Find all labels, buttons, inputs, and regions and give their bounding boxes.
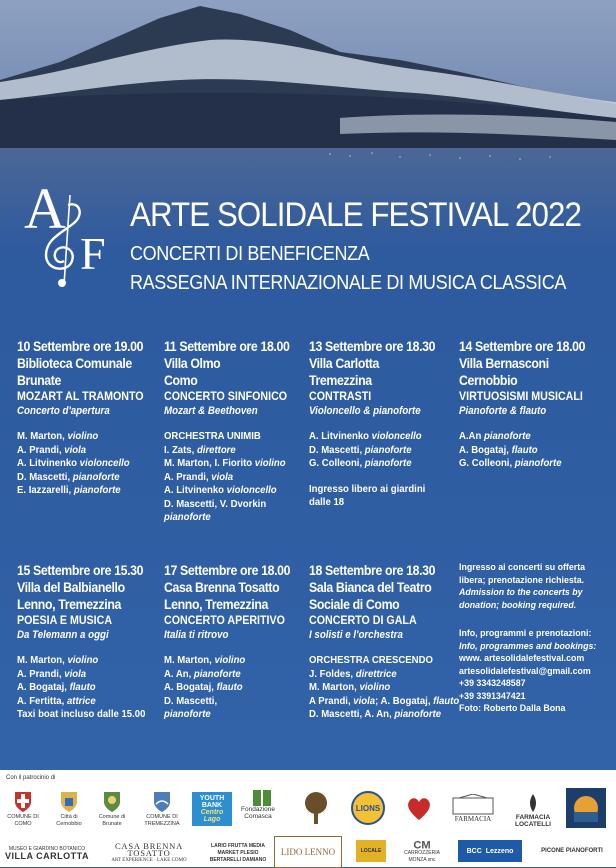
performer-line: M. Marton, violino (164, 655, 246, 666)
concert-note: I solisti e l'orchestra (309, 629, 403, 641)
performer-line: M. Marton, I. Fiorito violino (164, 458, 286, 469)
concert-venue-town: Cernobbio (459, 373, 518, 388)
coat-of-arms-icon (13, 790, 33, 814)
concert-venue-town: Brunate (17, 373, 61, 388)
performer-line: A. An, pianoforte (164, 668, 241, 680)
concert-column-1 (17, 338, 144, 498)
logo-letter-f: F (80, 228, 106, 279)
performer-line: A. Prandi, viola (17, 668, 87, 680)
coat-of-arms-icon (59, 790, 79, 814)
patron-tremezzina: COMUNE DI TREMEZZINA (138, 786, 186, 832)
performer-line: D. Mascetti, pianoforte (309, 444, 412, 456)
concert-extra-note: Taxi boat incluso dalle 15.00 (17, 709, 146, 720)
patron-cernobbio: Città di Cernobbio (52, 786, 86, 832)
info-title: Info, programmi e prenotazioni: (459, 628, 592, 639)
fondazione-logo-icon (250, 788, 274, 808)
concert-program: CONTRASTI (309, 390, 372, 403)
sponsor-footer (0, 770, 616, 867)
concert-date: 14 Settembre ore 18.00 (459, 339, 586, 354)
coat-of-arms-icon (102, 790, 122, 814)
tree-icon (300, 788, 332, 828)
sponsor-lido-lenno: LIDO LENNO (274, 836, 342, 868)
admission-text: Ingresso ai concerti su offerta libera; prenotazione richiesta. (459, 562, 586, 586)
concert-program: CONCERTO SINFONICO (164, 390, 288, 403)
concert-program: CONCERTO APERITIVO (164, 614, 285, 627)
concert-date: 11 Settembre ore 18.00 (164, 339, 290, 354)
concert-date: 13 Settembre ore 18.30 (309, 339, 436, 354)
concert-program: CONCERTO DI GALA (309, 614, 417, 627)
ensemble-name: ORCHESTRA CRESCENDO (309, 655, 433, 666)
website-link[interactable]: www. artesolidalefestival.com (459, 653, 585, 664)
concert-column-5 (17, 562, 145, 722)
performer-line: G. Colleoni, pianoforte (459, 458, 562, 469)
sponsor-picone-pianoforti: PICONE PIANOFORTI (541, 847, 603, 854)
concert-note: Da Telemann a oggi (17, 629, 109, 641)
sponsor-locale: LOCALE (356, 840, 386, 862)
performer-line: E. Iazzarelli, pianoforte (17, 485, 121, 496)
performer-line: A. Litvinenko violoncello (17, 458, 130, 469)
concert-venue-town: Tremezzina (309, 373, 372, 388)
patron-como: COMUNE DI COMO (6, 786, 40, 832)
heart-logo-icon (402, 790, 436, 826)
sponsor-youth-bank: YOUTH BANK Centro Lago (192, 792, 232, 826)
sponsor-bcc-lezzeno: BCC Lezzeno (458, 840, 522, 862)
performer-line: D. Mascetti, (164, 695, 218, 707)
performer-line: D. Mascetti, pianoforte (17, 471, 120, 483)
concert-note: Mozart & Beethoven (164, 405, 258, 417)
patronage-label: Con il patrocinio di (6, 775, 56, 781)
performer-line: A.An pianoforte (459, 431, 531, 442)
artwork-thumbnail (566, 788, 606, 828)
sponsor-fondazione-comasca: Fondazione Comasca (241, 806, 275, 820)
coat-of-arms-icon (152, 790, 172, 814)
concert-venue: Villa Olmo (164, 356, 221, 371)
svg-text:LIONS: LIONS (355, 804, 381, 813)
performer-line: A. Bogataj, flauto (17, 682, 96, 693)
concert-date: 10 Settembre ore 19.00 (17, 339, 144, 354)
sponsor-lions (350, 788, 386, 828)
performer-line: A. Litvinenko violoncello (164, 485, 277, 496)
concert-column-6 (164, 562, 290, 722)
concert-venue-town: Sociale di Como (309, 597, 400, 612)
sponsor-carrozzeria-monza: CM CARROZZERIA MONZA snc (404, 839, 440, 863)
concert-date: 18 Settembre ore 18.30 (309, 563, 436, 578)
lions-logo-icon (351, 791, 385, 825)
concert-venue: Villa Carlotta (309, 356, 379, 371)
admission-text-en: Admission to the concerts by donation; booking required. (459, 587, 583, 611)
performer-line: A. Litvinenko violoncello (309, 431, 422, 442)
sponsor-farmacia-locatelli: FARMACIA LOCATELLI (508, 788, 558, 832)
sponsor-farmacia: FARMACIA (448, 790, 498, 826)
logo-letter-a: A (24, 176, 66, 241)
concert-note: Italia ti ritrovo (164, 629, 229, 641)
performer-line: J. Foldes, direttrice (309, 668, 397, 680)
concert-column-2 (164, 338, 289, 525)
sponsor-casa-brenna-tosatto: CASA BRENNA TOSATTO ART EXPERIENCE · LAKE COMO (111, 840, 187, 863)
festival-subtitle-2: RASSEGNA INTERNAZIONALE DI MUSICA CLASSICA (130, 272, 566, 294)
ensemble-name: ORCHESTRA UNIMIB (164, 431, 261, 442)
performer-line: A. Prandi, viola (164, 471, 234, 483)
concert-note: Pianoforte & flauto (459, 405, 547, 417)
concert-venue: Sala Bianca del Teatro (309, 580, 432, 595)
performer-line: D. Mascetti, V. Dvorkin (164, 498, 267, 510)
performer-line: pianoforte (164, 512, 211, 523)
performer-line: A. Prandi, viola (17, 444, 87, 456)
svg-text:CM: CM (413, 839, 431, 850)
performer-line: M. Marton, violino (309, 682, 391, 693)
festival-title: ARTE SOLIDALE FESTIVAL 2022 (130, 196, 581, 234)
concert-venue-town: Lenno, Tremezzina (164, 597, 268, 612)
concert-program: MOZART AL TRAMONTO (17, 390, 144, 403)
concert-column-7 (309, 562, 459, 722)
performer-line: D. Mascetti, A. An, pianoforte (309, 709, 442, 720)
patron-brunate: Comune di Brunate (92, 786, 132, 832)
phone-number: +39 3343248587 (459, 678, 526, 689)
concert-extra-note: Ingresso libero ai giardini dalle 18 (309, 483, 426, 508)
concert-venue-town: Como (164, 373, 198, 388)
concert-date: 15 Settembre ore 15.30 (17, 563, 144, 578)
concert-note: Concerto d'apertura (17, 405, 110, 417)
phone-number: +39 3391347421 (459, 690, 526, 702)
concert-venue: Villa Bernasconi (459, 356, 549, 371)
performer-line: A Prandi, viola; A. Bogataj, flauto (309, 695, 460, 707)
concert-note: Violoncello & pianoforte (309, 405, 421, 417)
info-block (459, 562, 606, 716)
performer-line: I. Zats, direttore (164, 444, 236, 456)
concert-column-4 (459, 338, 585, 471)
email-link[interactable]: artesolidalefestival@gmail.com (459, 665, 591, 677)
festival-subtitle: CONCERTI DI BENEFICENZA (130, 243, 370, 265)
concert-date: 17 Settembre ore 18.00 (164, 563, 291, 578)
concert-program: VIRTUOSISMI MUSICALI (459, 390, 583, 403)
sponsor-villa-carlotta: MUSEO E GIARDINO BOTANICO VILLA CARLOTTA (5, 846, 89, 861)
performer-line: G. Colleoni, pianoforte (309, 458, 412, 469)
asf-logo (24, 175, 116, 295)
concert-venue: Villa del Balbianello (17, 580, 125, 595)
sponsor-lario-frutta: LARIO FRUTTA MEDIA MARKET PLESIO BERTARELLI DAMIANO (209, 842, 267, 863)
concert-venue: Casa Brenna Tosatto (164, 580, 280, 595)
performer-line: A. Bogataj, flauto (164, 682, 243, 693)
performer-line: A. Bogataj, flauto (459, 444, 538, 456)
performer-line: pianoforte (164, 709, 211, 720)
concert-venue-town: Lenno, Tremezzina (17, 597, 121, 612)
info-title-en: Info, programmes and bookings: (459, 640, 597, 652)
concert-column-3 (309, 338, 447, 509)
performer-line: A. Fertitta, attrice (17, 695, 96, 707)
performer-line: M. Marton, violino (17, 431, 99, 442)
concert-program: POESIA E MUSICA (17, 614, 113, 627)
performer-line: M. Marton, violino (17, 655, 99, 666)
concert-venue: Biblioteca Comunale (17, 356, 132, 371)
photo-credit: Foto: Roberto Dalla Bona (459, 703, 566, 714)
